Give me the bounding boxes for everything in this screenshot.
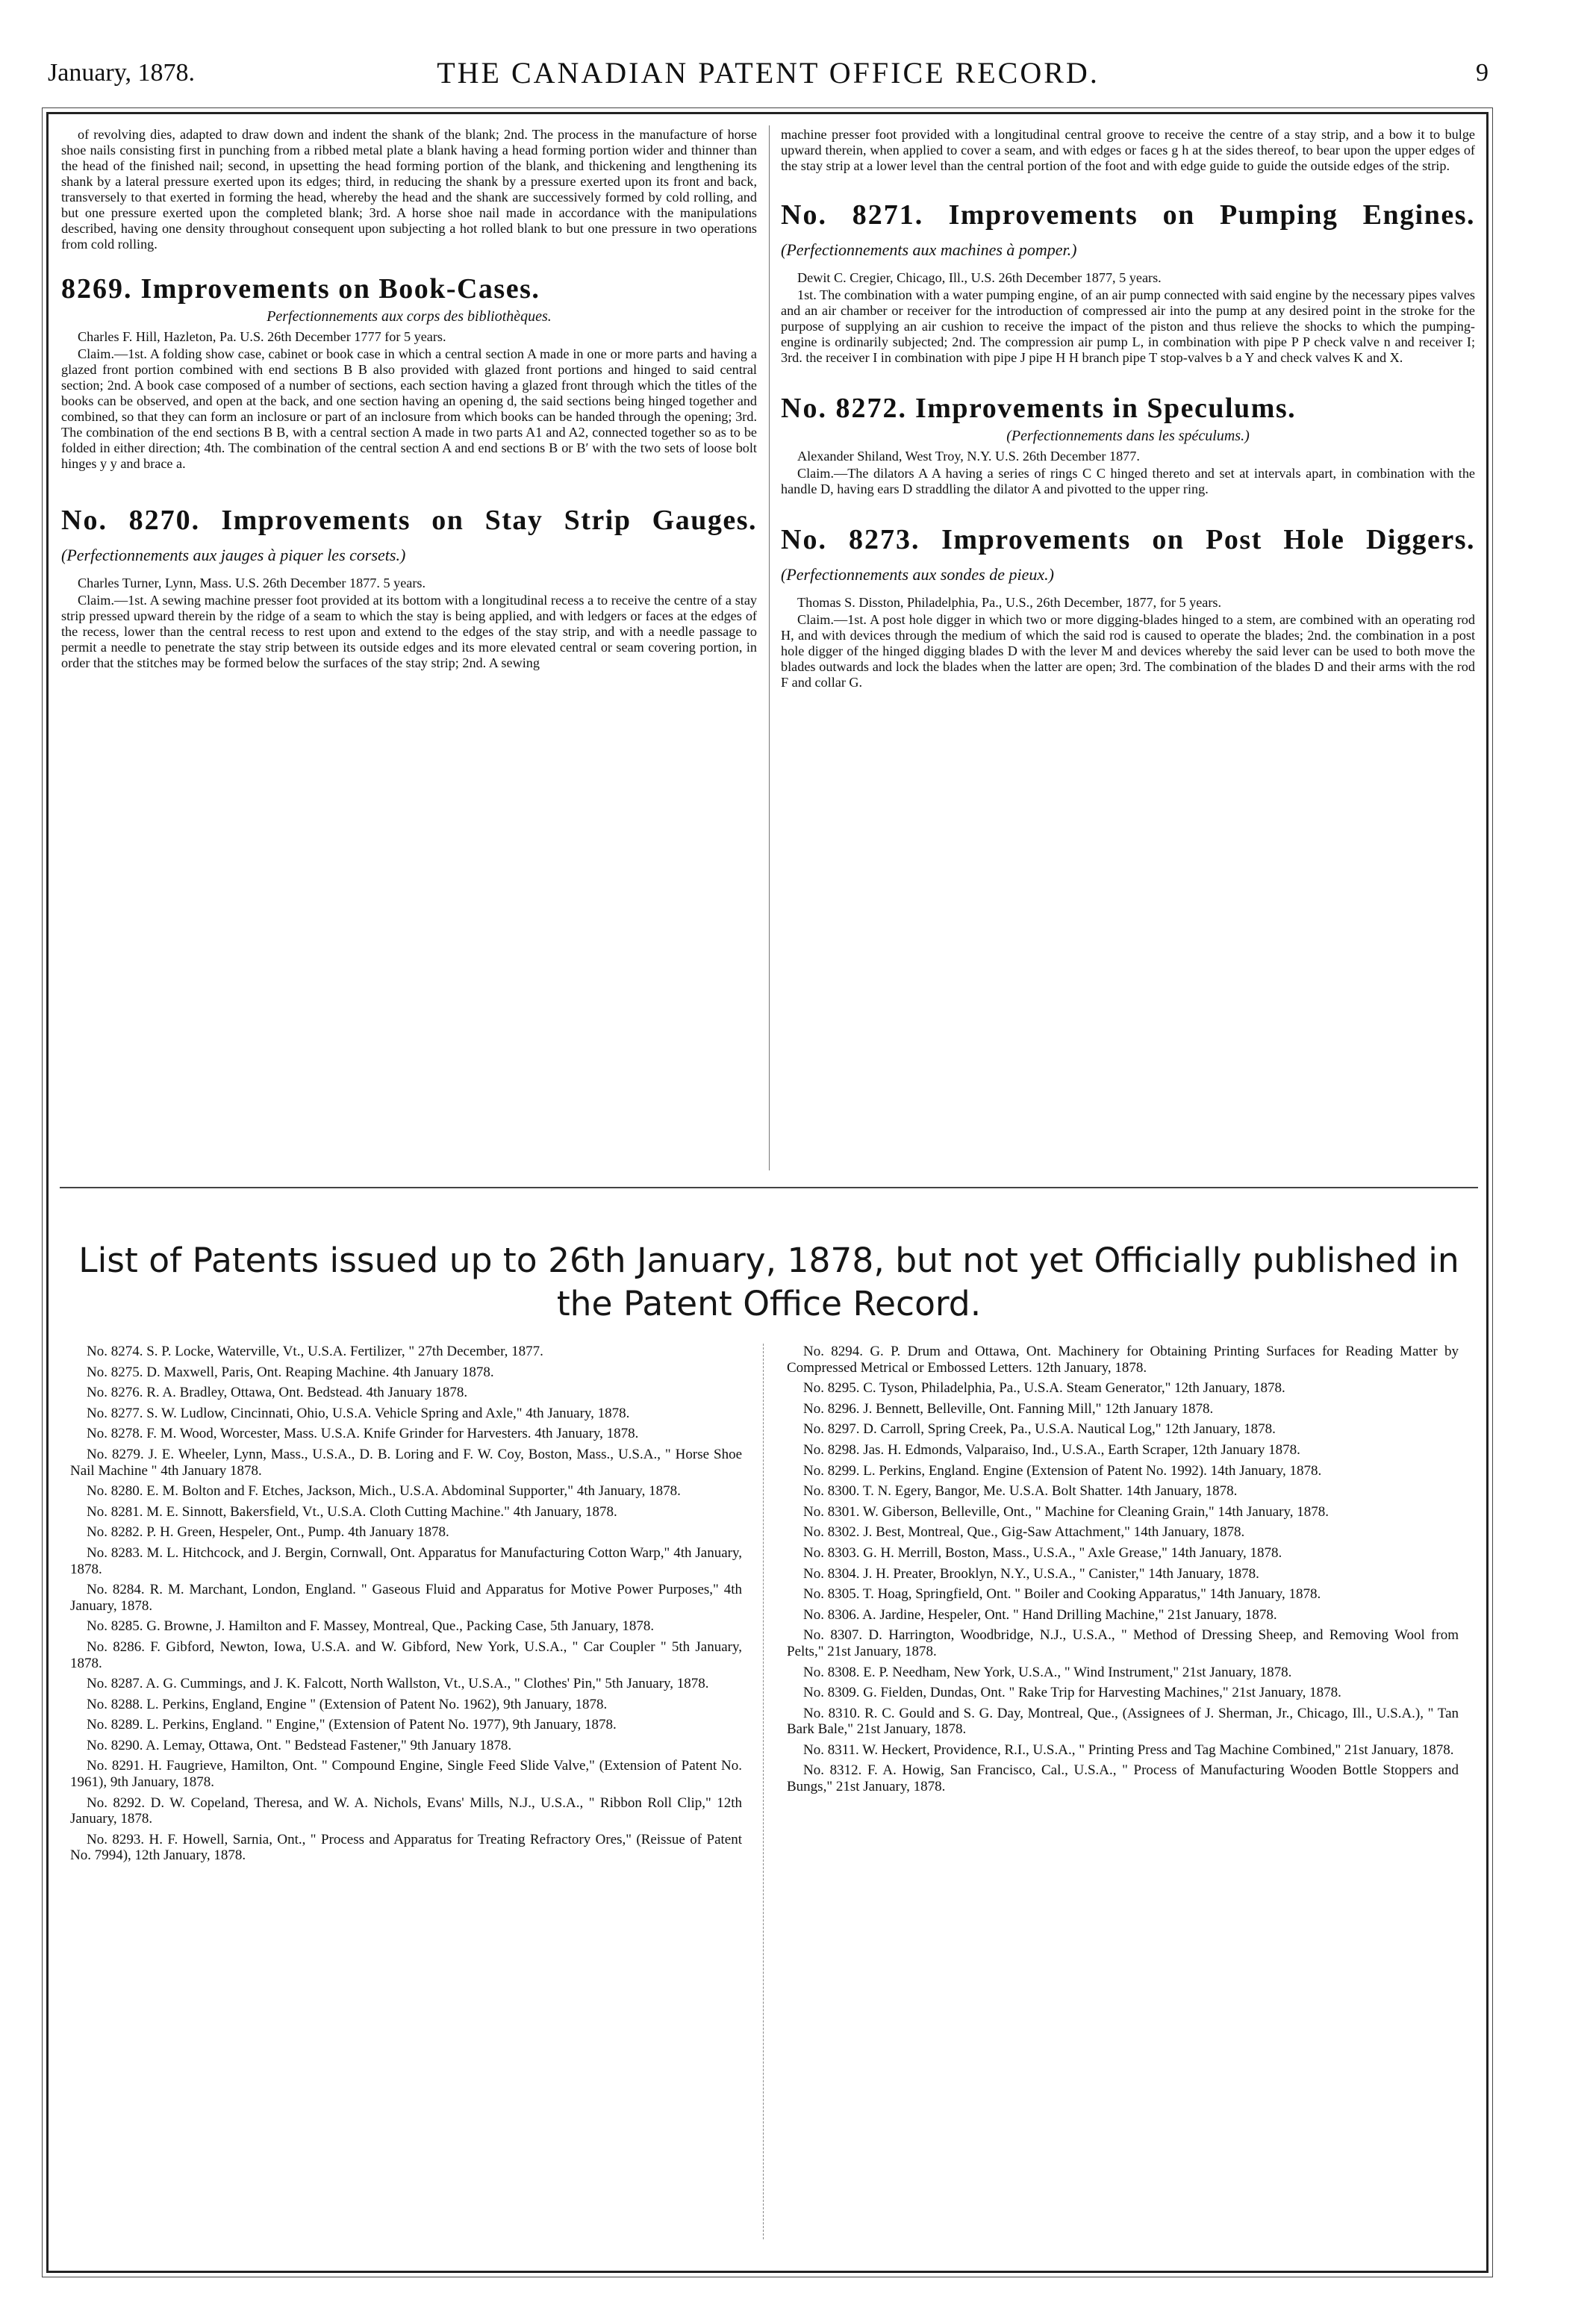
- list-item: No. 8276. R. A. Bradley, Ottawa, Ont. Bedstead. 4th January 1878.: [87, 1385, 468, 1401]
- list-item: No. 8311. W. Heckert, Providence, R.I., U.S.A., " Printing Press and Tag Machine Combined," 21st January, 1878.: [803, 1741, 1454, 1758]
- patent-claim: Claim.—1st. A post hole digger in which two or more digging-blades hinged to a stem, are combined with an operating rod H, and with devices through the medium of which the said rod is caused to operate the blades; 2nd. the combination in a post hole digger of the hinged digging blades D with the lever M and devices whereby the said lever can be used to both move the blades outwards and lock the blades when the latter are open; 3rd. The combination of the blades D and their arms with the rod F and collar G.: [781, 612, 1475, 690]
- list-item: No. 8293. H. F. Howell, Sarnia, Ont., " Process and Apparatus for Treating Refractory Ores," (Reissue of Patent No. 7994), 12th January, 1878.: [70, 1831, 742, 1864]
- left-column: [61, 127, 757, 673]
- patent-list-right: [787, 1344, 1459, 1800]
- list-item: No. 8292. D. W. Copeland, Theresa, and W. A. Nichols, Evans' Mills, N.J., U.S.A., " Ribbon Roll Clip," 12th January, 1878.: [70, 1794, 742, 1827]
- patent-title: Improvements in Speculums.: [914, 393, 1297, 424]
- list-heading: List of Patents issued up to 26th January, 1878, but not yet Officially published in the Patent Office Record.: [78, 1241, 1459, 1323]
- continued-claim: of revolving dies, adapted to draw down and indent the shank of the blank; 2nd. The process in the manufacture of horse shoe nails consisting first in punching from a ribbed metal plate a blank having a head forming portion wider and thinner than the head of the finished nail; second, in upsetting the head forming portion of the blank, and thickening and lengthening its shank by a lateral pressure exerted upon its edges; third, in reducing the shank by a pressure exerted upon its front and back, transversely to that exerted in forming the head, whereby the head and the shank are successively formed by cold rolling, and but one pressure exerted upon the completed blank; 3rd. A horse shoe nail made in accordance with the manipulations described, having one density throughout consequent upon subjecting a hot rolled blank to but one pressure in two operations from cold rolling.: [61, 127, 757, 252]
- list-item: No. 8309. G. Fielden, Dundas, Ont. " Rake Trip for Harvesting Machines," 21st January, 1878.: [803, 1685, 1341, 1701]
- list-item: No. 8284. R. M. Marchant, London, England. " Gaseous Fluid and Apparatus for Motive Power Purposes," 4th January, 1878.: [70, 1582, 742, 1614]
- patent-meta: Thomas S. Disston, Philadelphia, Pa., U.S., 26th December, 1877, for 5 years.: [797, 595, 1222, 610]
- issue-date: January, 1878.: [48, 59, 196, 87]
- patent-heading-8271: [781, 199, 1475, 266]
- continued-claim: machine presser foot provided with a longitudinal central groove to receive the centre of a stay strip, and a bow it to bulge upward therein, when applied to cover a seam, and with edges or faces g h at the sides thereof, to bear upon the upper edges of the stay strip at a lower level than the central portion of the foot and with edge guide to guide the outside edges of the strip.: [781, 127, 1475, 173]
- patent-title: Improvements on Book-Cases.: [140, 273, 540, 305]
- patent-claim: Claim.—1st. A folding show case, cabinet or book case in which a central section A made in one or more parts and having a glazed front portion combined with end sections B B also provided with glazed front portions and hinged to said central section; 2nd. A book case composed of a number of sections, each section having a glazed front through which the titles of the books can be observed, and open at the back, and one section having an opening d, the said sections being hinged together and combined, so that they can form an inclosure or part of an inclosure from which books can be handed through the opening; 3rd. The combination of the end sections B B, with a central section A made in two parts A1 and A2, connected together so as to be folded in either direction; 4th. The combination of the central section A and end sections B or B′ with the two sets of loose bolt hinges y y and brace a.: [61, 346, 757, 471]
- patent-meta: Charles F. Hill, Hazleton, Pa. U.S. 26th December 1777 for 5 years.: [78, 329, 446, 344]
- patent-number: No. 8270.: [61, 505, 201, 536]
- patent-french-title: (Perfectionnements dans les spéculums.): [1006, 428, 1250, 444]
- list-item: No. 8307. D. Harrington, Woodbridge, N.J., U.S.A., " Method of Dressing Sheep, and Removing Wool from Pelts," 21st January, 1878.: [787, 1627, 1459, 1659]
- patent-heading-8272: [781, 393, 1475, 424]
- patent-number: No. 8271.: [781, 199, 924, 231]
- list-item: No. 8285. G. Browne, J. Hamilton and F. Massey, Montreal, Que., Packing Case, 5th January, 1878.: [87, 1618, 655, 1635]
- patent-claim: Claim.—1st. A sewing machine presser foot provided at its bottom with a longitudinal recess a to receive the centre of a stay strip pressed upward therein by the ridge of a seam to which the stay is being applied, and with ledgers or faces at the edges of the recess, lower than the central recess to rest upon and extend to the edges of the stay strip, and with a needle passage to permit a needle to penetrate the stay strip between its outside edges and its more elevated central or seam covering portion, in order that the stitches may be formed below the surfaces of the stay strip; 2nd. A sewing: [61, 593, 757, 670]
- list-item: No. 8294. G. P. Drum and Ottawa, Ont. Machinery for Obtaining Printing Surfaces for Reading Matter by Compressed Metrical or Embossed Letters. 12th January, 1878.: [787, 1344, 1459, 1376]
- list-item: No. 8312. F. A. Howig, San Francisco, Cal., U.S.A., " Process of Manufacturing Wooden Bottle Stoppers and Bungs," 21st January, 1878.: [787, 1762, 1459, 1795]
- patent-meta: Alexander Shiland, West Troy, N.Y. U.S. 26th December 1877.: [797, 449, 1140, 464]
- list-item: No. 8297. D. Carroll, Spring Creek, Pa., U.S.A. Nautical Log," 12th January, 1878.: [803, 1421, 1276, 1438]
- patent-french-title: Perfectionnements aux corps des bibliothèques.: [266, 308, 552, 325]
- patent-french-title: (Perfectionnements aux jauges à piquer les corsets.): [61, 546, 406, 564]
- list-item: No. 8277. S. W. Ludlow, Cincinnati, Ohio, U.S.A. Vehicle Spring and Axle," 4th January, 1878.: [87, 1405, 630, 1421]
- page-header: [48, 54, 1489, 99]
- list-column-divider: [763, 1344, 764, 2239]
- patent-number: 8269.: [61, 273, 133, 305]
- list-item: No. 8287. A. G. Cummings, and J. K. Falcott, North Wallston, Vt., U.S.A., " Clothes' Pin," 5th January, 1878.: [87, 1676, 709, 1692]
- list-item: No. 8295. C. Tyson, Philadelphia, Pa., U.S.A. Steam Generator," 12th January, 1878.: [803, 1380, 1285, 1397]
- page-number: 9: [1476, 59, 1489, 87]
- column-divider: [769, 125, 770, 1170]
- patent-claim: Claim.—The dilators A A having a series of rings C C hinged thereto and set at intervals apart, in combination with the handle D, having ears D straddling the dilator A and pivotted to the upper ring.: [781, 466, 1475, 496]
- section-divider: [60, 1187, 1478, 1188]
- list-item: No. 8279. J. E. Wheeler, Lynn, Mass., U.S.A., D. B. Loring and F. W. Coy, Boston, Mass., U.S.A., " Horse Shoe Nail Machine " 4th January 1878.: [70, 1446, 742, 1479]
- patent-title: Improvements on Stay Strip Gauges.: [221, 505, 757, 536]
- list-item: No. 8275. D. Maxwell, Paris, Ont. Reaping Machine. 4th January 1878.: [87, 1364, 494, 1380]
- patent-list-left: [70, 1344, 742, 1868]
- patent-claim: 1st. The combination with a water pumping engine, of an air pump connected with said engine by the necessary pipes valves and an air chamber or receiver for the introduction of compressed air into the pump at any desired point in the stroke for the purpose of supplying an air cushion to receive the impact of the piston and thus relieve the shocks to which the pumping-engine is ordinarily subjected; 2nd. The compression air pump L, in combination with pipe P P check valve n and receiver I; 3rd. the receiver I in combination with pipe J pipe H H branch pipe T stop-valves b a Y and check valves K and X.: [781, 287, 1475, 365]
- journal-title: THE CANADIAN PATENT OFFICE RECORD.: [437, 56, 1100, 90]
- list-item: No. 8306. A. Jardine, Hespeler, Ont. " Hand Drilling Machine," 21st January, 1878.: [803, 1606, 1277, 1623]
- list-item: No. 8274. S. P. Locke, Waterville, Vt., U.S.A. Fertilizer, " 27th December, 1877.: [87, 1344, 543, 1359]
- patent-title: Improvements on Post Hole Diggers.: [941, 524, 1475, 555]
- patent-heading-8273: [781, 524, 1475, 590]
- list-item: No. 8299. L. Perkins, England. Engine (Extension of Patent No. 1992). 14th January, 1878.: [803, 1462, 1322, 1479]
- patent-number: No. 8273.: [781, 524, 920, 555]
- patent-french-title: (Perfectionnements aux machines à pomper.): [781, 240, 1077, 259]
- list-item: No. 8282. P. H. Green, Hespeler, Ont., Pump. 4th January 1878.: [87, 1524, 449, 1541]
- list-item: No. 8304. J. H. Preater, Brooklyn, N.Y., U.S.A., " Canister," 14th January, 1878.: [803, 1565, 1259, 1582]
- list-item: No. 8308. E. P. Needham, New York, U.S.A., " Wind Instrument," 21st January, 1878.: [803, 1664, 1292, 1680]
- list-item: No. 8291. H. Faugrieve, Hamilton, Ont. " Compound Engine, Single Feed Slide Valve," (Extension of Patent No. 1961), 9th January, 1878.: [70, 1758, 742, 1791]
- list-item: No. 8298. Jas. H. Edmonds, Valparaiso, Ind., U.S.A., Earth Scraper, 12th January 1878.: [803, 1441, 1300, 1458]
- right-column: [781, 127, 1475, 692]
- list-item: No. 8283. M. L. Hitchcock, and J. Bergin, Cornwall, Ont. Apparatus for Manufacturing Cotton Warp," 4th January, 1878.: [70, 1544, 742, 1577]
- list-item: No. 8300. T. N. Egery, Bangor, Me. U.S.A. Bolt Shatter. 14th January, 1878.: [803, 1483, 1238, 1500]
- list-item: No. 8278. F. M. Wood, Worcester, Mass. U.S.A. Knife Grinder for Harvesters. 4th January, 1878.: [87, 1426, 639, 1442]
- patent-heading-8269: [61, 273, 757, 305]
- patent-meta: Dewit C. Cregier, Chicago, Ill., U.S. 26th December 1877, 5 years.: [797, 270, 1162, 285]
- patent-title: Improvements on Pumping Engines.: [948, 199, 1475, 231]
- list-item: No. 8310. R. C. Gould and S. G. Day, Montreal, Que., (Assignees of J. Sherman, Jr., Chicago, Ill., U.S.A.), " Tan Bark Bale," 21st January, 1878.: [787, 1705, 1459, 1738]
- patent-heading-8270: [61, 505, 757, 571]
- list-item: No. 8281. M. E. Sinnott, Bakersfield, Vt., U.S.A. Cloth Cutting Machine." 4th January, 1878.: [87, 1503, 617, 1520]
- list-item: No. 8296. J. Bennett, Belleville, Ont. Fanning Mill," 12th January 1878.: [803, 1400, 1214, 1417]
- patent-french-title: (Perfectionnements aux sondes de pieux.): [781, 565, 1054, 584]
- list-item: No. 8305. T. Hoag, Springfield, Ont. " Boiler and Cooking Apparatus," 14th January, 1878.: [803, 1586, 1321, 1603]
- list-item: No. 8302. J. Best, Montreal, Que., Gig-Saw Attachment," 14th January, 1878.: [803, 1524, 1245, 1541]
- list-item: No. 8286. F. Gibford, Newton, Iowa, U.S.A. and W. Gibford, New York, U.S.A., " Car Coupler " 5th January, 1878.: [70, 1638, 742, 1671]
- list-item: No. 8301. W. Giberson, Belleville, Ont., " Machine for Cleaning Grain," 14th January, 1878.: [803, 1503, 1329, 1520]
- list-item: No. 8288. L. Perkins, England, Engine " (Extension of Patent No. 1962), 9th January, 1878.: [87, 1696, 608, 1712]
- list-item: No. 8303. G. H. Merrill, Boston, Mass., U.S.A., " Axle Grease," 14th January, 1878.: [803, 1544, 1282, 1561]
- list-item: No. 8290. A. Lemay, Ottawa, Ont. " Bedstead Fastener," 9th January 1878.: [87, 1737, 512, 1753]
- list-item: No. 8289. L. Perkins, England. " Engine," (Extension of Patent No. 1977), 9th January, 1878.: [87, 1717, 617, 1733]
- patent-meta: Charles Turner, Lynn, Mass. U.S. 26th December 1877. 5 years.: [78, 576, 426, 590]
- patent-number: No. 8272.: [781, 393, 907, 424]
- list-item: No. 8280. E. M. Bolton and F. Etches, Jackson, Mich., U.S.A. Abdominal Supporter," 4th January, 1878.: [87, 1483, 681, 1500]
